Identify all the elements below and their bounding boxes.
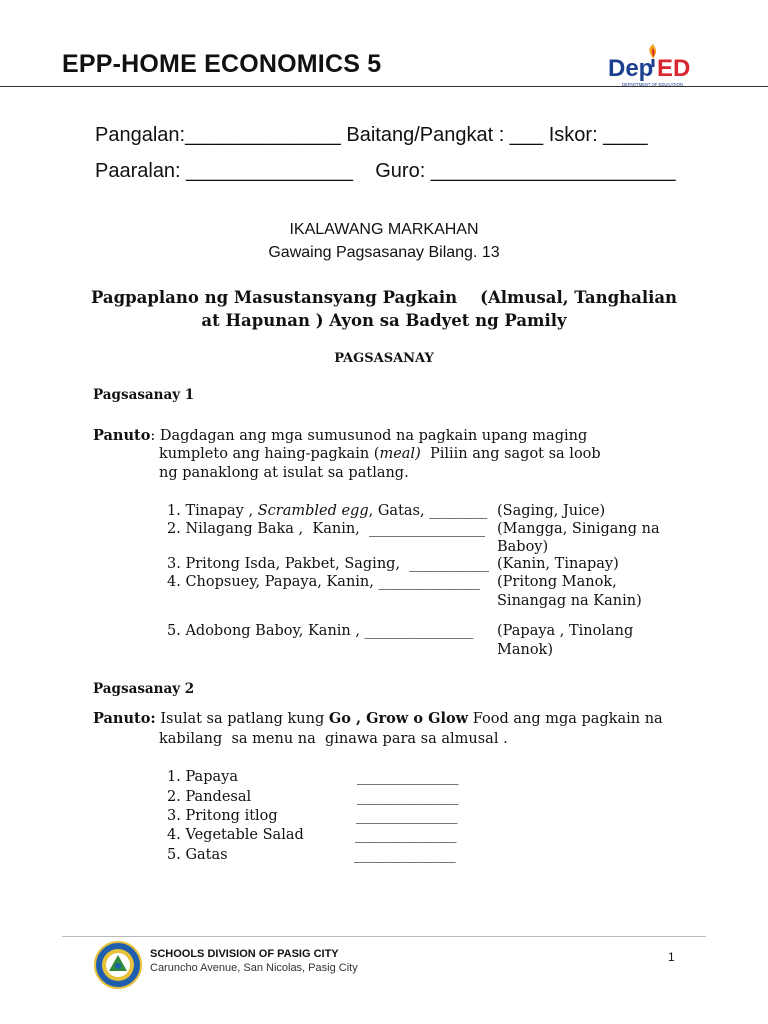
item-text: Tinapay , [185,503,258,519]
exercise-2-answer-blank: ______________ [357,789,459,805]
item-number: 3. [167,556,181,572]
lesson-title-line-2: at Hapunan ) Ayon sa Badyet ng Pamily [201,311,567,330]
item-number: 5. [167,847,181,863]
item-text: Adobong Baboy, Kanin , _______________ [185,623,474,639]
exercise-2-item [167,769,238,785]
logo-text-dep: Dep [608,55,654,82]
lesson-title-line-1: Pagpaplano ng Masustansyang Pagkain (Almusal, Tanghalian [90,288,678,307]
exercise-2-item [167,789,251,805]
school-division-address: Caruncho Avenue, San Nicolas, Pasig City [150,962,358,974]
exercise-1-item-choices-cont: Baboy) [497,539,549,555]
exercise-1-item [167,623,473,639]
item-food: Pandesal [185,789,252,805]
exercise-2-item [167,808,278,824]
exercise-2-answer-blank: ______________ [355,827,457,843]
exercise-1-item [167,503,487,519]
separator: , [350,710,367,727]
item-number: 5. [167,623,181,639]
glow-food-term: Glow [428,710,469,727]
exercise-1-item-choices-cont: Manok) [497,642,554,658]
exercise-1-item-choices: (Mangga, Sinigang na [497,521,660,537]
exercise-1-item [167,574,480,590]
item-number: 2. [167,789,181,805]
activity-title: Gawaing Pagsasanay Bilang. 13 [268,244,500,261]
student-info-row-1: Pangalan:______________ Baitang/Pangkat : ___ Iskor: ____ [95,124,648,146]
exercise-1-item [167,521,485,537]
student-info-row-2: Paaralan: _______________ Guro: ______________________ [95,160,676,182]
item-text: Chopsuey, Papaya, Kanin, ______________ [185,574,480,590]
header-divider [0,86,768,87]
grow-food-term: Grow [366,710,409,727]
exercise-1-instruction-line-3: ng panaklong at isulat sa patlang. [159,465,409,481]
exercise-2-heading: Pagsasanay 2 [93,681,195,697]
exercise-1-instruction-line-2 [159,446,601,462]
instruction-label: Panuto [93,427,151,444]
item-text: Nilagang Baka , Kanin, ________________ [185,521,486,537]
go-food-term: Go [328,710,351,727]
footer-divider [62,936,706,937]
item-food: Vegetable Salad [185,827,304,843]
instruction-meal-term: meal) [379,446,421,462]
separator: o [408,710,429,727]
instruction-text: kumpleto ang haing-pagkain ( [159,446,380,462]
item-food: Pritong itlog [185,808,278,824]
item-number: 1. [167,503,181,519]
document-title: EPP-HOME ECONOMICS 5 [62,50,382,78]
instruction-text: Piliin ang sagot sa loob [420,446,601,462]
item-number: 4. [167,827,181,843]
instruction-text: Isulat sa patlang kung [155,711,329,727]
instruction-label: Panuto: [93,710,156,727]
quarter-title: IKALAWANG MARKAHAN [289,221,479,238]
exercise-2-instruction-line-1 [93,710,663,727]
item-italic-text: Scrambled egg [257,503,369,519]
division-seal-logo [93,940,143,990]
item-number: 3. [167,808,181,824]
instruction-text: Food ang mga pagkain na [468,711,663,727]
exercise-1-item [167,556,489,572]
exercise-2-item [167,827,304,843]
exercise-1-instruction-line-1 [93,427,587,444]
practice-heading: PAGSASANAY [334,351,434,366]
exercise-1-item-choices-cont: Sinangag na Kanin) [497,593,642,609]
exercise-2-answer-blank: ______________ [354,847,456,863]
logo-text-ed: ED [657,55,691,82]
logo-subtext: DEPARTMENT OF EDUCATION [622,82,683,87]
exercise-1-heading: Pagsasanay 1 [93,387,195,403]
item-number: 1. [167,769,181,785]
item-food: Papaya [185,769,238,785]
exercise-1-item-choices: (Papaya , Tinolang [497,623,634,639]
exercise-1-item-choices: (Pritong Manok, [497,574,617,590]
page-number: 1 [668,950,675,964]
exercise-2-instruction-line-2: kabilang sa menu na ginawa para sa almusal . [159,731,508,747]
school-division-name: SCHOOLS DIVISION OF PASIG CITY [150,948,339,960]
exercise-2-answer-blank: ______________ [357,769,459,785]
item-number: 2. [167,521,181,537]
exercise-2-item [167,847,228,863]
deped-logo [606,40,700,90]
exercise-2-answer-blank: ______________ [356,808,458,824]
item-blank: , Gatas, ________ [368,503,488,519]
item-food: Gatas [185,847,228,863]
instruction-text: : Dagdagan ang mga sumusunod na pagkain upang maging [150,428,588,444]
exercise-1-item-choices: (Kanin, Tinapay) [497,556,619,572]
exercise-1-item-choices: (Saging, Juice) [497,503,606,519]
item-text: Pritong Isda, Pakbet, Saging, ___________ [185,556,490,572]
item-number: 4. [167,574,181,590]
